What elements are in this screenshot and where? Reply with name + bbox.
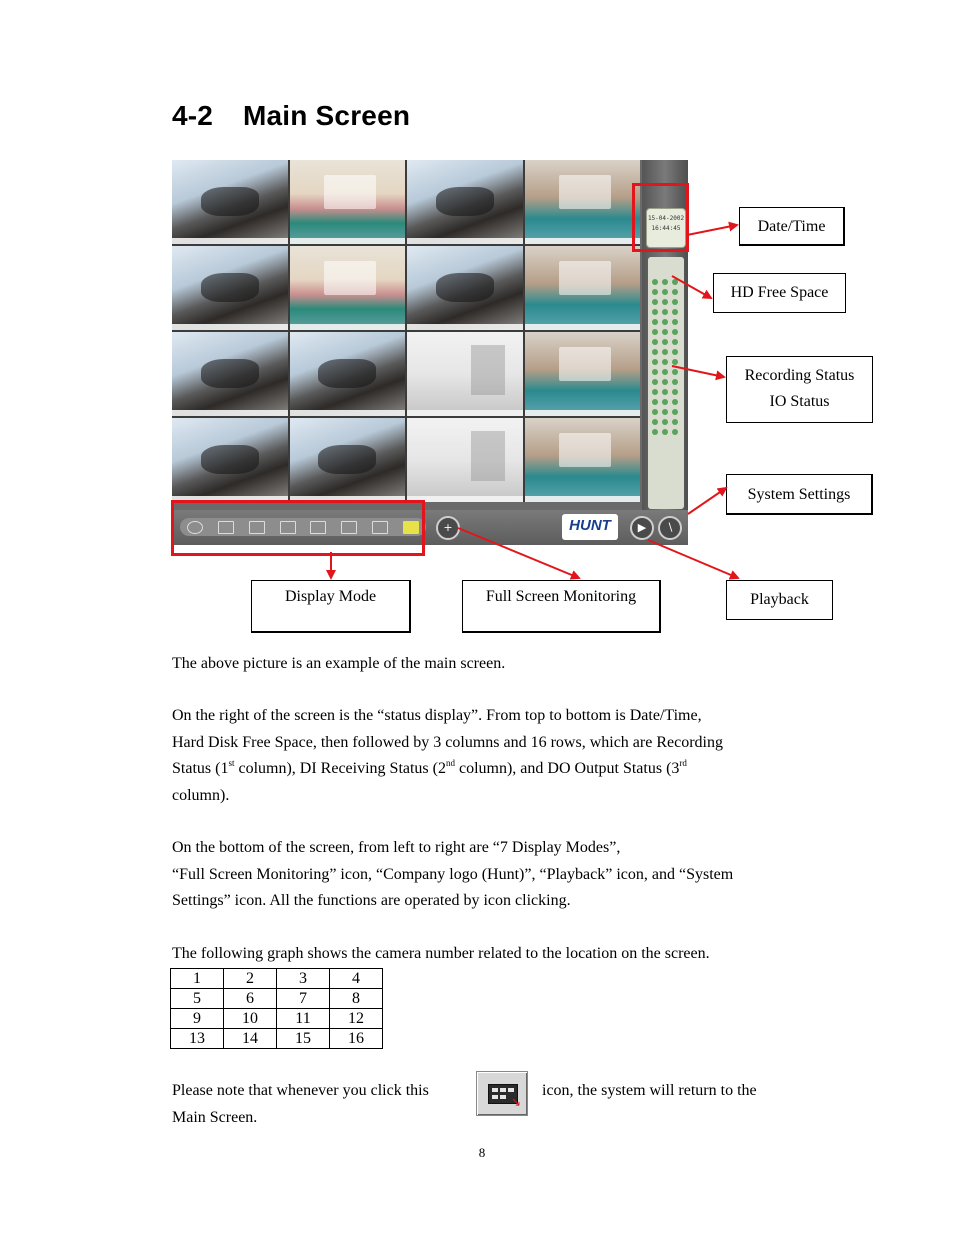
camera-view [172,332,288,416]
date-time-highlight [632,183,689,252]
display-mode-highlight [171,500,425,556]
status-line-3c: column), and DO Output Status (3 [454,760,680,777]
paragraph-camera-graph [172,941,812,968]
camera-view [172,418,288,502]
table-cell: 1 [171,969,224,989]
camera-view [290,418,406,502]
ordinal-second: nd [445,758,455,768]
table-cell: 11 [277,1009,330,1029]
camera-view [290,332,406,416]
camera-view [525,160,641,244]
label-io-status-text: IO Status [769,393,830,410]
section-number: 4-2 [172,100,214,131]
status-led-grid [652,279,679,435]
table-cell: 7 [277,989,330,1009]
paragraph-return-note-a [172,1078,462,1105]
table-cell: 4 [330,969,383,989]
arrow-date-time [687,225,737,235]
section-heading [172,100,410,132]
camera-graph-text: The following graph shows the camera number related to the location on the screen. [172,945,710,962]
time-text: 16:44:45 [651,225,681,232]
status-line-3a: Status (1 [172,760,229,777]
label-hd-free-space [713,273,846,313]
label-full-screen-monitoring-text: Full Screen Monitoring [485,588,637,605]
return-note-text-c: Main Screen. [172,1109,258,1126]
label-recording-status-text: Recording Status [744,367,855,384]
camera-view [407,332,523,416]
table-cell: 9 [171,1009,224,1029]
table-row [171,1029,383,1049]
return-note-text-b: icon, the system will return to the [542,1082,757,1099]
paragraph-bottom-icons [172,835,812,915]
label-display-mode [251,580,411,633]
paragraph-intro [172,651,812,678]
return-note-text-a: Please note that whenever you click this [172,1082,429,1099]
status-line-4: column). [172,786,230,804]
cursor-arrow-icon: ↘ [511,1095,522,1109]
status-line-3b: column), DI Receiving Status (2 [234,760,446,777]
camera-view [172,246,288,330]
playback-icon[interactable]: ▶ [630,516,654,540]
camera-view [525,332,641,416]
paragraph-status-display [172,703,812,809]
table-cell: 12 [330,1009,383,1029]
table-cell: 6 [224,989,277,1009]
bottom-line-2: “Full Screen Monitoring” icon, “Company logo (Hunt)”, “Playback” icon, and “System [172,865,734,883]
label-system-settings-text: System Settings [747,486,851,503]
label-recording-io-status [726,356,873,423]
status-line-2: Hard Disk Free Space, then followed by 3 columns and 16 rows, which are Recording [172,733,723,751]
table-row [171,989,383,1009]
logo-text: HUNT [569,517,611,534]
table-cell: 8 [330,989,383,1009]
label-playback [726,580,833,620]
date-text: 15-04-2002 [647,215,685,222]
camera-view [407,246,523,330]
camera-view [525,246,641,330]
bottom-line-3: Settings” icon. All the functions are operated by icon clicking. [172,892,571,909]
camera-view [290,246,406,330]
camera-view [407,418,523,502]
label-date-time [739,207,845,246]
camera-number-table [170,968,383,1049]
table-row [171,1009,383,1029]
camera-grid [172,160,640,502]
table-cell: 16 [330,1029,383,1049]
paragraph-return-note-b [542,1078,802,1105]
arrow-playback [648,540,738,578]
paragraph-intro-text: The above picture is an example of the main screen. [172,655,506,672]
label-hd-free-space-text: HD Free Space [730,284,829,301]
table-cell: 15 [277,1029,330,1049]
section-title: Main Screen [243,100,411,131]
company-logo [562,514,618,540]
status-line-1: On the right of the screen is the “status display”. From top to bottom is Date/Time, [172,707,702,724]
table-cell: 5 [171,989,224,1009]
paragraph-return-note-c [172,1105,812,1132]
ordinal-first: st [228,758,235,768]
bottom-line-1: On the bottom of the screen, from left to right are “7 Display Modes”, [172,839,621,856]
full-screen-icon[interactable]: + [436,516,460,540]
ordinal-third: rd [679,758,687,768]
label-playback-text: Playback [750,591,809,608]
camera-view [525,418,641,502]
camera-view [172,160,288,244]
camera-view [290,160,406,244]
table-cell: 2 [224,969,277,989]
table-cell: 13 [171,1029,224,1049]
label-display-mode-text: Display Mode [284,588,377,605]
table-cell: 14 [224,1029,277,1049]
io-status-columns [648,257,684,509]
label-system-settings [726,474,873,515]
label-full-screen-monitoring [462,580,661,633]
arrow-system-settings [688,488,726,514]
camera-view [407,160,523,244]
table-cell: 3 [277,969,330,989]
table-cell: 10 [224,1009,277,1029]
main-screen-screenshot [172,160,688,545]
system-settings-icon[interactable]: ∖ [658,516,682,540]
label-date-time-text: Date/Time [757,218,826,235]
table-row [171,969,383,989]
page-number: 8 [478,1145,486,1160]
